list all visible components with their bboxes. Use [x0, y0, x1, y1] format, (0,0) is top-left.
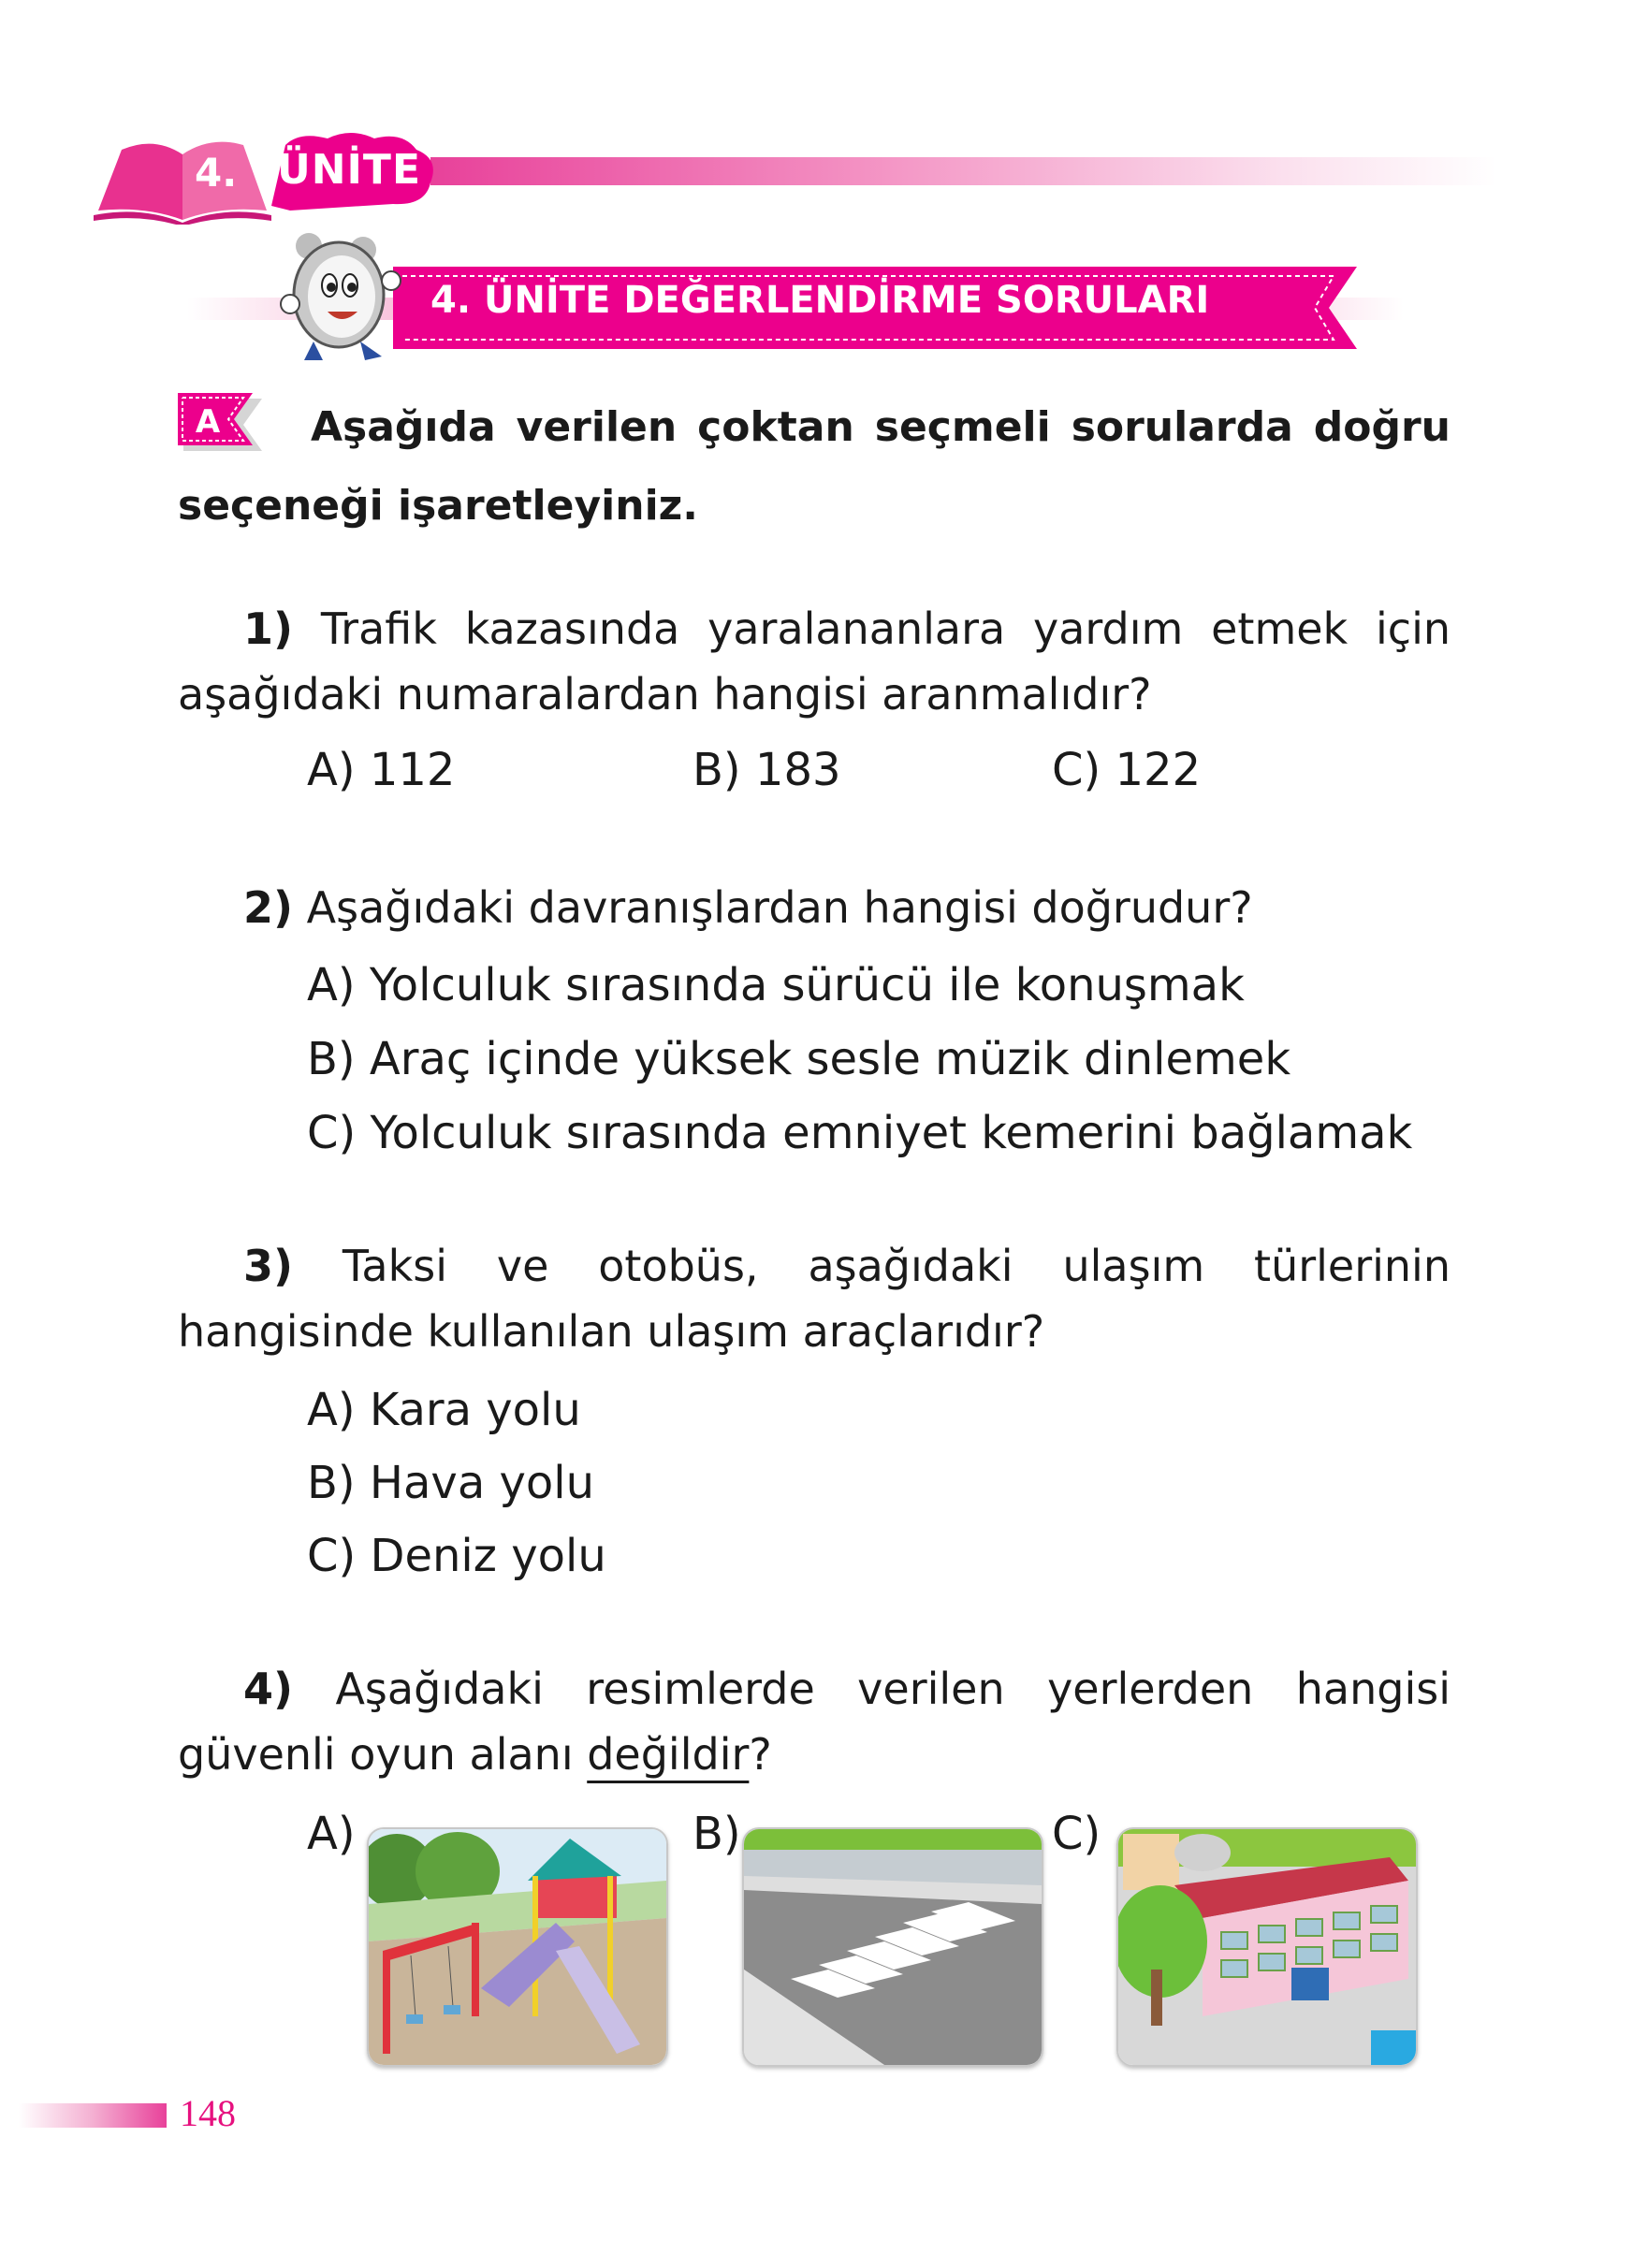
school-building-image[interactable]: [1116, 1827, 1418, 2067]
question-text: Trafik kazasında yaralananlara yardım etmek için aşağıdaki numaralardan hangisi aranmalıdır?: [178, 603, 1451, 720]
question-number: 1): [243, 603, 294, 654]
question-text: Aşağıdaki davranışlardan hangisi doğrudur?: [306, 882, 1253, 933]
question-text: Aşağıdaki resimlerde verilen yerlerden hangisi güvenli oyun alanı: [178, 1664, 1451, 1780]
option-4c-label[interactable]: C): [1052, 1808, 1101, 1860]
unit-header-bar: [430, 157, 1497, 185]
pedestrian-crossing-image[interactable]: [742, 1827, 1043, 2067]
option-4a-label[interactable]: A): [307, 1808, 356, 1860]
question-number: 2): [243, 882, 294, 933]
clock-mascot-icon: [271, 229, 412, 365]
option-2b[interactable]: B) Araç içinde yüksek sesle müzik dinlemek: [307, 1033, 1291, 1085]
unit-label: ÜNİTE: [277, 146, 421, 194]
emphasized-word: değildir: [587, 1729, 750, 1780]
option-2c[interactable]: C) Yolculuk sırasında emniyet kemerini bağlamak: [307, 1107, 1413, 1159]
option-3a[interactable]: A) Kara yolu: [307, 1384, 581, 1436]
question-text: Taksi ve otobüs, aşağıdaki ulaşım türlerinin hangisinde kullanılan ulaşım araçlarıdır?: [178, 1241, 1451, 1357]
option-1a[interactable]: A) 112: [307, 744, 456, 796]
playground-image[interactable]: [367, 1827, 668, 2067]
option-3c[interactable]: C) Deniz yolu: [307, 1530, 606, 1582]
option-4b-label[interactable]: B): [693, 1808, 741, 1860]
open-book-icon: [89, 131, 276, 225]
question-3: [178, 1233, 1451, 1364]
question-number: 4): [243, 1664, 294, 1714]
footer-bar: [19, 2103, 167, 2128]
question-number: 3): [243, 1241, 294, 1291]
section-instruction: Aşağıda verilen çoktan seçmeli sorularda doğru seçeneği işaretleyiniz.: [178, 403, 1451, 530]
option-1c[interactable]: C) 122: [1052, 744, 1202, 796]
section-badge-letter: A: [195, 403, 221, 441]
unit-number: 4.: [195, 150, 238, 196]
option-3b[interactable]: B) Hava yolu: [307, 1457, 595, 1509]
page-number: 148: [180, 2092, 236, 2134]
question-2: [178, 875, 1451, 940]
question-4: 4) Aşağıdaki resimlerde verilen yerlerden hangisi güvenli oyun alanı değildir?: [178, 1664, 1451, 1780]
page-title: 4. ÜNİTE DEĞERLENDİRME SORULARI: [430, 279, 1210, 322]
option-2a[interactable]: A) Yolculuk sırasında sürücü ile konuşmak: [307, 959, 1245, 1011]
option-1b[interactable]: B) 183: [693, 744, 841, 796]
question-1: [178, 596, 1451, 727]
